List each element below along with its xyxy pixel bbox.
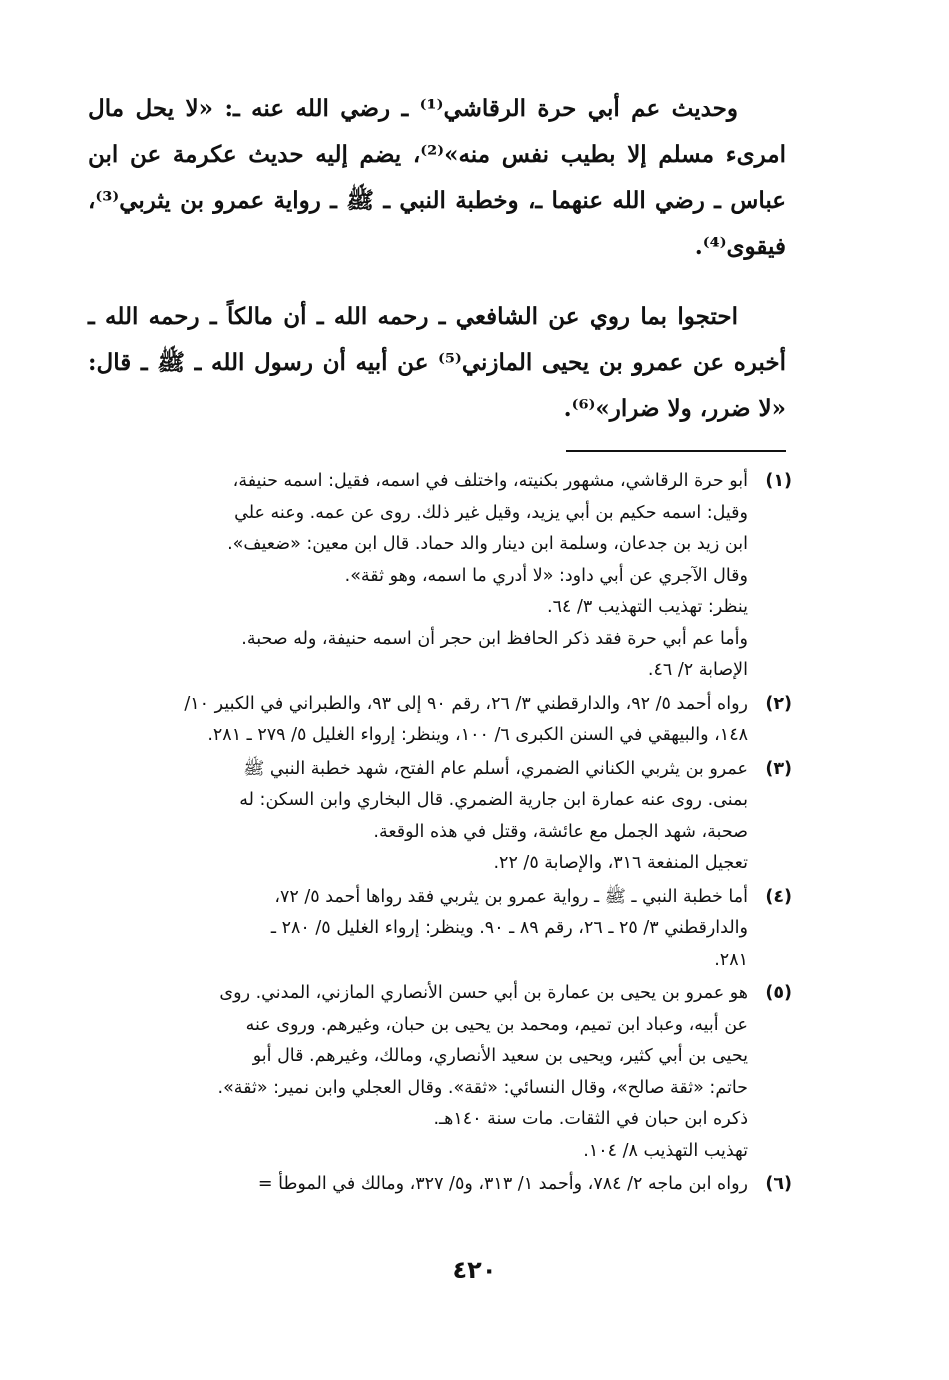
footnote-number: (٣) xyxy=(765,758,792,779)
footnote-number: (٦) xyxy=(765,1174,792,1194)
footnote-line: بمنى. روى عنه عمارة ابن جارية الضمري. قال البخاري وابن السكن: له xyxy=(239,790,748,810)
footnote xyxy=(68,1169,792,1201)
footnote xyxy=(68,882,792,977)
footnote-line: عمرو بن يثربي الكناني الضمري، أسلم عام الفتح، شهد خطبة النبي ﷺ xyxy=(243,758,748,779)
footnote-line: حاتم: «ثقة صالح»، وقال النسائي: «ثقة». وقال العجلي وابن نمير: «ثقة». xyxy=(217,1077,748,1098)
footnote-line: عن أبيه، وعباد ابن تميم، ومحمد بن يحيى بن حبان، وغيرهم. وروى عنه xyxy=(245,1014,748,1035)
footnote-line: هو عمرو بن يحيى بن عمارة بن أبي حسن الأنصاري المازني، المدني. روى xyxy=(219,983,748,1003)
footnote-line: رواه ابن ماجه ٢/ ٧٨٤، وأحمد ١/ ٣١٣، و٥/ ٣٢٧، ومالك في الموطأ = xyxy=(257,1174,748,1194)
footnote xyxy=(68,978,792,1167)
footnote xyxy=(68,466,792,687)
main-paragraph: احتجوا بما روي عن الشافعي ـ رحمه الله ـ أن مالكاً ـ رحمه الله ـ أخبره عن عمرو بن يحيى المازني⁽⁵⁾ عن أبيه أن رسول الله ـ ﷺ ـ قال: «لا ضرر، ولا ضرار»⁽⁶⁾. xyxy=(88,303,786,422)
footnote-line: وقال الآجري عن أبي داود: «لا أدري ما اسمه، وهو ثقة». xyxy=(344,565,748,586)
footnote-line: ٢٨١. xyxy=(714,949,748,970)
footnote-number: (٤) xyxy=(765,886,792,907)
footnote-number: (٢) xyxy=(765,693,792,714)
footnote-line: ينظر: تهذيب التهذيب ٣/ ٦٤. xyxy=(547,597,748,617)
main-text xyxy=(88,86,786,432)
footnote-line: أبو حرة الرقاشي، مشهور بكنيته، واختلف في اسمه، فقيل: اسمه حنيفة، xyxy=(232,471,748,491)
footnote-separator xyxy=(566,450,786,452)
footnote-line: رواه أحمد ٥/ ٩٢، والدارقطني ٣/ ٢٦، رقم ٩٠ إلى ٩٣، والطبراني في الكبير ١٠/ xyxy=(184,693,748,714)
footnote-line: أما خطبة النبي ـ ﷺ ـ رواية عمرو بن يثربي فقد رواها أحمد ٥/ ٧٢، xyxy=(274,886,748,907)
footnote-number: (١) xyxy=(765,471,792,491)
footnote-line: وقيل: اسمه حكيم بن أبي يزيد، وقيل غير ذلك. روى عن عمه. وعنه علي xyxy=(234,502,748,523)
footnote-line: تعجيل المنفعة ٣١٦، والإصابة ٥/ ٢٢. xyxy=(493,853,748,873)
footnote xyxy=(68,689,792,752)
footnote xyxy=(68,754,792,880)
footnote-line: يحيى بن أبي كثير، ويحيى بن سعيد الأنصاري، ومالك، وغيرهم. قال أبو xyxy=(252,1046,748,1066)
footnote-line: والدارقطني ٣/ ٢٥ ـ ٢٦، رقم ٨٩ ـ ٩٠. وينظر: إرواء الغليل ٥/ ٢٨٠ ـ xyxy=(270,918,748,938)
footnote-line: الإصابة ٢/ ٤٦. xyxy=(647,660,748,680)
footnote-line: صحبة، شهد الجمل مع عائشة، وقتل في هذه الوقعة. xyxy=(373,821,748,842)
footnote-line: تهذيب التهذيب ٨/ ١٠٤. xyxy=(583,1140,748,1161)
footnotes xyxy=(68,466,792,1203)
main-paragraph: وحديث عم أبي حرة الرقاشي⁽¹⁾ ـ رضي الله عنه ـ: «لا يحل مال امرىء مسلم إلا بطيب نفس منه»⁽²⁾، يضم إليه حديث عكرمة عن ابن عباس ـ رضي الله عنهما ـ، وخطبة النبي ـ ﷺ ـ رواية عمرو بن يثربي⁽³⁾، فيقوى⁽⁴⁾. xyxy=(88,95,786,260)
footnote-line: ابن زيد بن جدعان، وسلمة ابن دينار والد حماد. قال ابن معين: «ضعيف». xyxy=(227,534,748,554)
page-number: ٤٢٠ xyxy=(452,1256,497,1284)
footnote-line: ١٤٨، والبيهقي في السنن الكبرى ٦/ ١٠٠، وينظر: إرواء الغليل ٥/ ٢٧٩ ـ ٢٨١. xyxy=(207,725,748,745)
footnote-number: (٥) xyxy=(765,983,792,1003)
footnote-line: ذكره ابن حبان في الثقات. مات سنة ١٤٠هـ. xyxy=(433,1109,748,1129)
footnote-line: وأما عم أبي حرة فقد ذكر الحافظ ابن حجر أن اسمه حنيفة، وله صحبة. xyxy=(241,628,748,649)
